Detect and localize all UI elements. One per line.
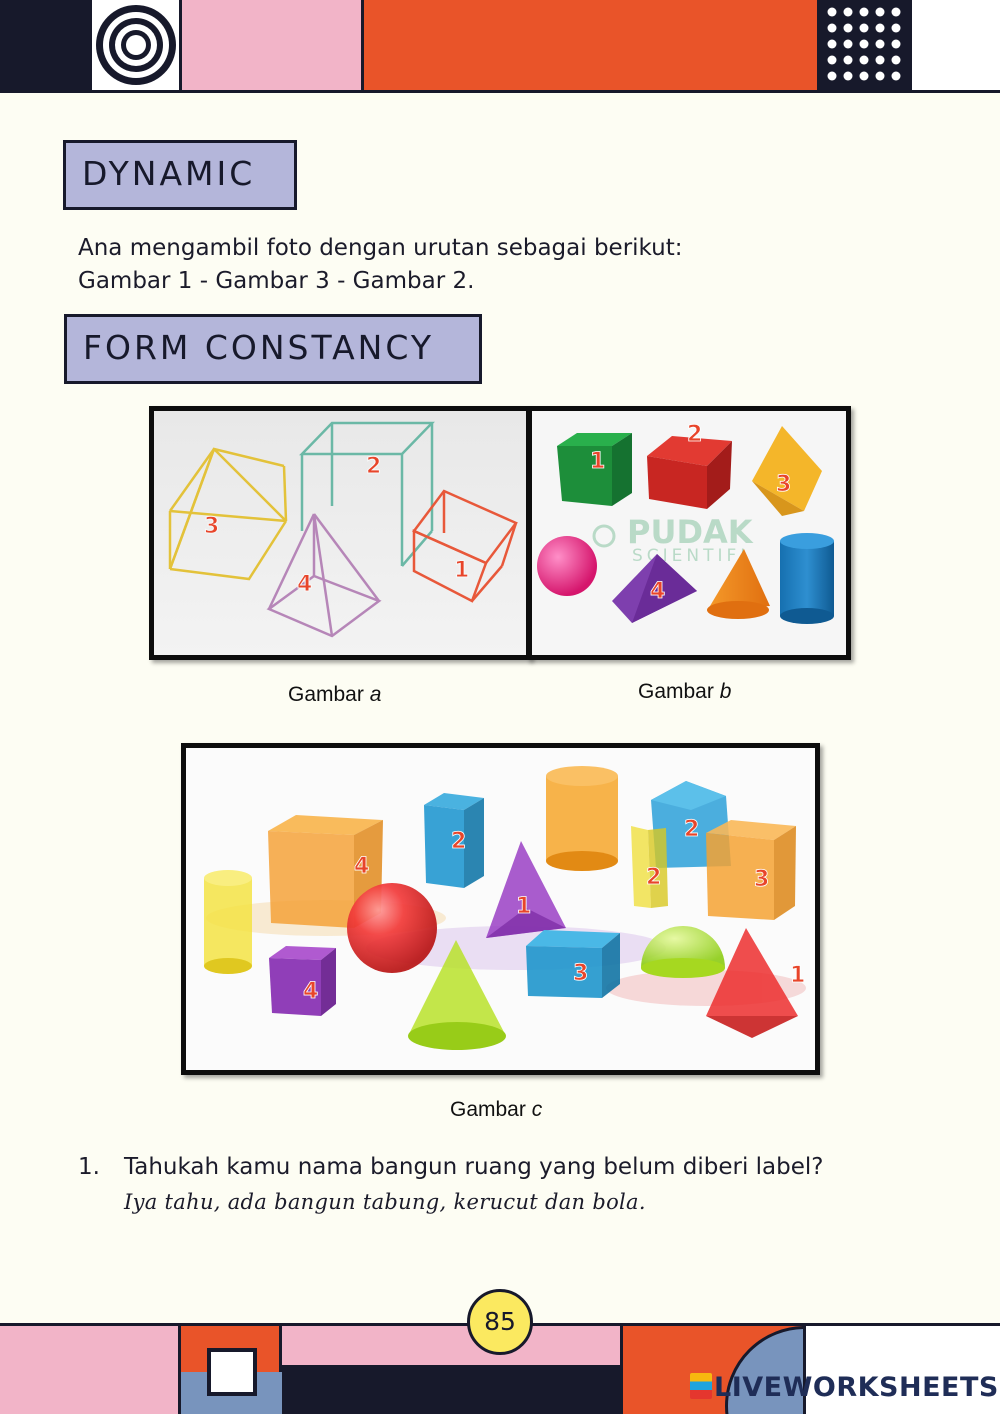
answer-text: Iya tahu, ada bangun tabung, kerucut dan bola. — [124, 1190, 646, 1214]
image-gambar-b — [527, 406, 851, 660]
label-c-4-small-cube: 4 — [303, 979, 319, 1004]
svg-text:SCIENTIFI: SCIENTIFI — [632, 546, 750, 566]
dot — [876, 56, 885, 65]
label-c-2-small: 2 — [646, 865, 662, 890]
label-c-2-prism: 2 — [451, 829, 467, 854]
dot — [844, 40, 853, 49]
dot-grid-icon — [820, 0, 912, 90]
dot — [860, 72, 869, 81]
image-gambar-c — [181, 743, 820, 1075]
dot — [892, 24, 901, 33]
dot — [844, 24, 853, 33]
label-c-1-pyramid: 1 — [516, 894, 532, 919]
dot — [828, 56, 837, 65]
label-a-2: 2 — [366, 454, 382, 479]
dot — [876, 40, 885, 49]
label-c-4-cube: 4 — [354, 854, 370, 879]
dot — [876, 24, 885, 33]
dot — [892, 72, 901, 81]
footer-pink-block — [0, 1326, 181, 1414]
label-c-3-cube: 3 — [754, 867, 770, 892]
dot — [828, 72, 837, 81]
top-banner — [0, 0, 1000, 93]
question-1 — [78, 1154, 823, 1180]
dot — [860, 56, 869, 65]
dot — [892, 40, 901, 49]
intro-line-1: Ana mengambil foto dengan urutan sebagai berikut: — [78, 235, 683, 261]
dot — [828, 24, 837, 33]
dot — [844, 8, 853, 17]
heading-form-constancy: FORM CONSTANCY — [64, 314, 482, 384]
label-a-1: 1 — [454, 558, 470, 583]
wireframe-shapes-illustration — [154, 411, 526, 655]
dot — [828, 8, 837, 17]
banner-navy-block — [0, 0, 92, 90]
dot — [876, 8, 885, 17]
dot — [828, 40, 837, 49]
square-icon — [207, 1348, 257, 1396]
dot — [860, 40, 869, 49]
label-b-1: 1 — [590, 449, 606, 474]
footer-square-block — [181, 1326, 282, 1414]
intro-paragraph — [78, 232, 683, 298]
question-number: 1. — [78, 1154, 100, 1180]
label-a-3: 3 — [204, 514, 220, 539]
intro-line-2: Gambar 1 - Gambar 3 - Gambar 2. — [78, 268, 475, 294]
dot — [844, 72, 853, 81]
heading-dynamic: DYNAMIC — [63, 140, 297, 210]
footer-navy-block — [282, 1326, 620, 1414]
label-b-2: 2 — [687, 422, 703, 447]
question-text: Tahukah kamu nama bangun ruang yang belum diberi label? — [124, 1154, 824, 1180]
banner-white-block — [912, 0, 1000, 90]
dot — [860, 24, 869, 33]
banner-orange-block — [364, 0, 820, 90]
label-a-4: 4 — [297, 572, 313, 597]
solid-shapes-illustration — [532, 411, 846, 655]
dot — [844, 56, 853, 65]
caption-gambar-a: Gambar a — [288, 683, 382, 706]
label-b-3: 3 — [776, 472, 792, 497]
image-gambar-a — [149, 406, 531, 660]
label-c-2-pentagon: 2 — [684, 817, 700, 842]
caption-gambar-c: Gambar c — [450, 1098, 543, 1121]
dot — [860, 8, 869, 17]
transparent-shapes-illustration — [186, 748, 815, 1070]
liveworksheets-logo[interactable] — [690, 1372, 999, 1403]
liveworksheets-label: LIVEWORKSHEETS — [714, 1372, 999, 1403]
svg-text:PUDAK: PUDAK — [627, 513, 753, 551]
dot — [892, 56, 901, 65]
label-b-4: 4 — [650, 579, 666, 604]
page-number: 85 — [467, 1289, 533, 1355]
label-c-1-red: 1 — [790, 963, 806, 988]
caption-gambar-b: Gambar b — [638, 680, 732, 703]
dot — [892, 8, 901, 17]
label-c-3-box: 3 — [573, 961, 589, 986]
dot — [876, 72, 885, 81]
banner-pink-block — [182, 0, 364, 90]
concentric-circles-icon — [92, 0, 182, 90]
liveworksheets-icon — [690, 1373, 712, 1399]
